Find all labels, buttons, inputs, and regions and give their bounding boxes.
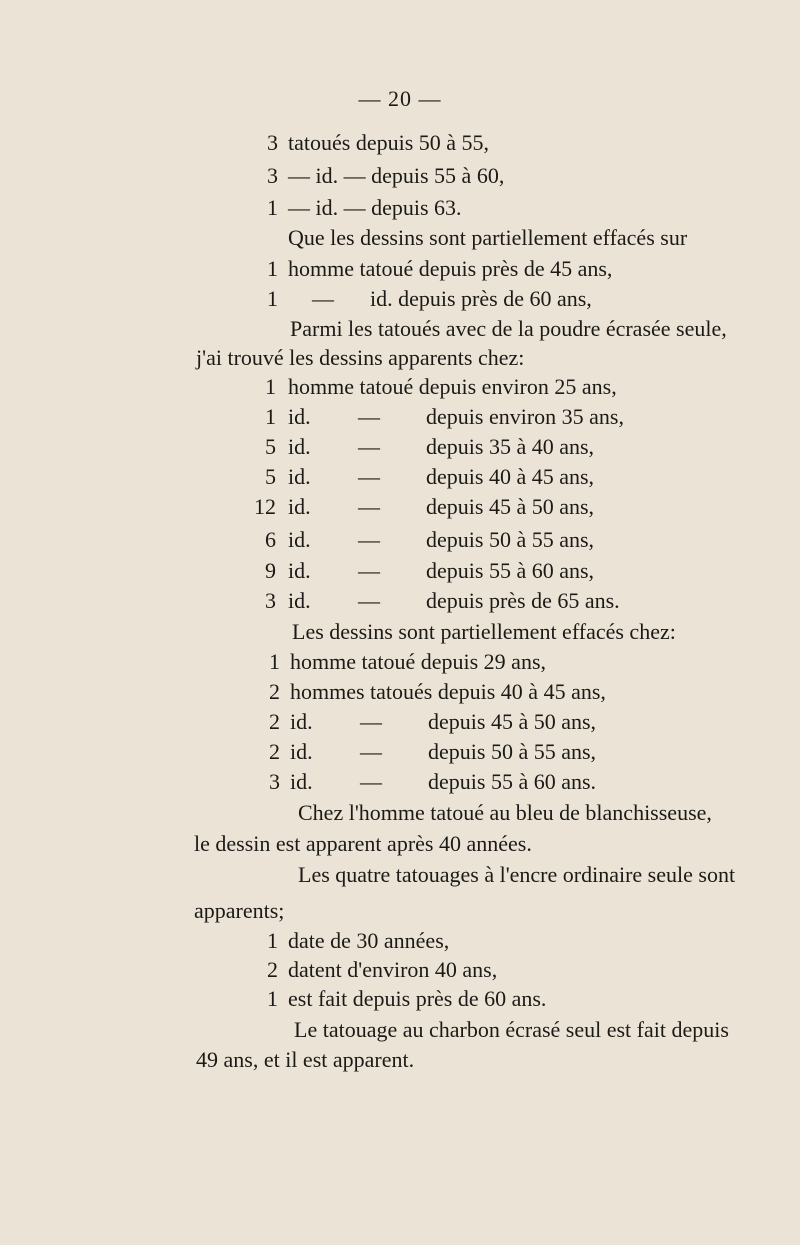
count-number: 3 — [267, 130, 278, 155]
line-text: depuis 35 à 40 ans, — [426, 434, 595, 459]
line-text: depuis 40 à 45 ans, — [426, 464, 595, 489]
line-text: date de 30 années, — [288, 928, 450, 953]
ditto-dash: — — [360, 769, 382, 794]
count-number: 1 — [267, 928, 278, 953]
count-number: 3 — [269, 769, 280, 794]
ditto-id: id. — [290, 769, 313, 794]
line-text: depuis près de 65 ans. — [426, 588, 620, 613]
ditto-id: id. — [288, 404, 311, 429]
line-text: 49 ans, et il est apparent. — [196, 1047, 415, 1072]
count-number: 12 — [254, 494, 276, 519]
count-number: 2 — [269, 679, 280, 704]
ditto-id: id. — [288, 434, 311, 459]
ditto-dash: — — [358, 558, 380, 583]
count-number: 1 — [267, 256, 278, 281]
count-number: 1 — [267, 986, 278, 1011]
line-text: Les quatre tatouages à l'encre ordinaire seule sont — [298, 862, 736, 887]
line-text: est fait depuis près de 60 ans. — [288, 986, 547, 1011]
count-number: 6 — [265, 527, 276, 552]
line-text: le dessin est apparent après 40 années. — [194, 831, 532, 856]
count-number: 1 — [269, 649, 280, 674]
line-text: Le tatouage au charbon écrasé seul est fait depuis — [294, 1017, 729, 1042]
ditto-id: id. — [288, 588, 311, 613]
line-text: Chez l'homme tatoué au bleu de blanchisseuse, — [298, 800, 712, 825]
count-number: 2 — [267, 957, 278, 982]
line-text: depuis 45 à 50 ans, — [428, 709, 597, 734]
count-number: 3 — [265, 588, 276, 613]
ditto-dash: — — [360, 739, 382, 764]
line-text: Les dessins sont partiellement effacés chez: — [292, 619, 676, 644]
line-text: depuis 45 à 50 ans, — [426, 494, 595, 519]
count-number: 3 — [267, 163, 278, 188]
ditto-dash: — — [358, 434, 380, 459]
ditto-dash: — — [358, 464, 380, 489]
count-number: 5 — [265, 464, 276, 489]
line-text: datent d'environ 40 ans, — [288, 957, 498, 982]
line-text: depuis 50 à 55 ans, — [426, 527, 595, 552]
line-text: depuis 55 à 60 ans, — [426, 558, 595, 583]
ditto-dash: — — [358, 404, 380, 429]
ditto-dash: — — [312, 286, 334, 311]
line-text: j'ai trouvé les dessins apparents chez: — [196, 345, 525, 370]
line-text: tatoués depuis 50 à 55, — [288, 130, 490, 155]
page-number: — 20 — — [358, 86, 442, 111]
line-text: — id. — depuis 55 à 60, — [288, 163, 505, 188]
line-text: Parmi les tatoués avec de la poudre écrasée seule, — [290, 316, 727, 341]
line-text: — id. — depuis 63. — [288, 195, 462, 220]
count-number: 2 — [269, 739, 280, 764]
ditto-dash: — — [358, 494, 380, 519]
count-number: 9 — [265, 558, 276, 583]
count-number: 1 — [265, 374, 276, 399]
line-text: homme tatoué depuis 29 ans, — [290, 649, 547, 674]
line-text: depuis 50 à 55 ans, — [428, 739, 597, 764]
line-text: id. depuis près de 60 ans, — [370, 286, 592, 311]
ditto-id: id. — [288, 527, 311, 552]
ditto-dash: — — [358, 527, 380, 552]
count-number: 5 — [265, 434, 276, 459]
ditto-id: id. — [288, 558, 311, 583]
ditto-id: id. — [290, 709, 313, 734]
count-number: 1 — [265, 404, 276, 429]
line-text: homme tatoué depuis environ 25 ans, — [288, 374, 617, 399]
count-number: 1 — [267, 195, 278, 220]
ditto-id: id. — [290, 739, 313, 764]
line-text: apparents; — [194, 898, 285, 923]
line-text: hommes tatoués depuis 40 à 45 ans, — [290, 679, 606, 704]
count-number: 2 — [269, 709, 280, 734]
ditto-id: id. — [288, 494, 311, 519]
line-text: homme tatoué depuis près de 45 ans, — [288, 256, 613, 281]
ditto-dash: — — [360, 709, 382, 734]
line-text: depuis 55 à 60 ans. — [428, 769, 597, 794]
line-text: Que les dessins sont partiellement effacés sur — [288, 225, 688, 250]
line-text: depuis environ 35 ans, — [426, 404, 624, 429]
ditto-dash: — — [358, 588, 380, 613]
ditto-id: id. — [288, 464, 311, 489]
count-number: 1 — [267, 286, 278, 311]
